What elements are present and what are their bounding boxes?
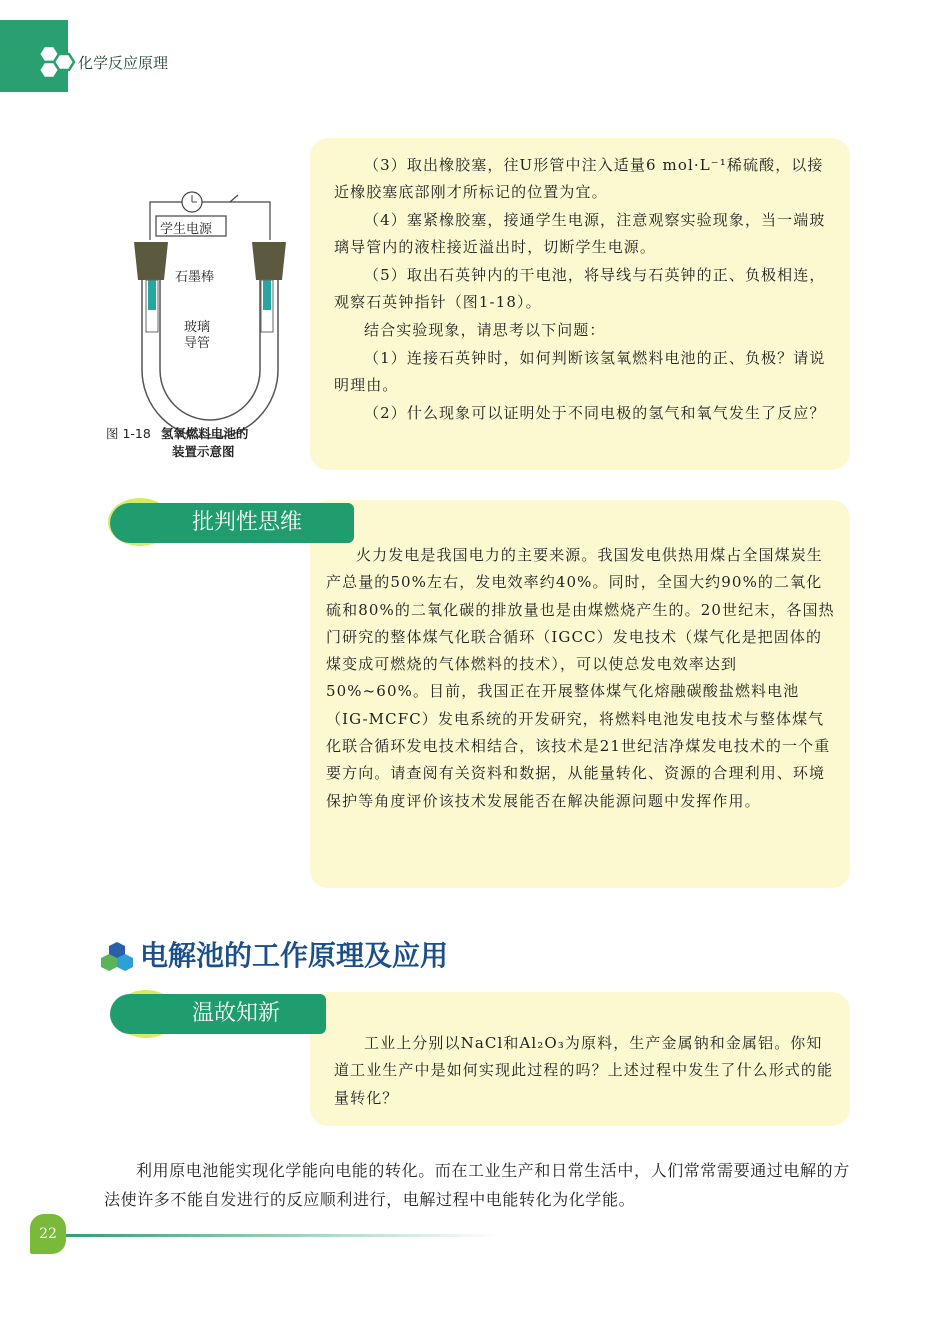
critical-thinking-text: 火力发电是我国电力的主要来源。我国发电供热用煤占全国煤炭生产总量的50%左右，发电效率约40%。同时，全国大约90%的二氧化硫和80%的二氧化碳的排放量也是由煤燃烧产生的。20世纪末，各国热门研究的整体煤气化联合循环（IGCC）发电技术（煤气化是把固体的煤变成可燃烧的气体燃料的技术），可以使总发电效率达到50%~60%。目前，我国正在开展整体煤气化熔融碳酸盐燃料电池（IG-MCFC）发电系统的开发研究，将燃料电池发电技术与整体煤气化联合循环发电技术相结合，该技术是21世纪洁净煤发电技术的一个重要方向。请查阅有关资料和数据，从能量转化、资源的合理利用、环境保护等角度评价该技术发展能否在解决能源问题中发挥作用。	[326, 546, 835, 810]
question-intro: 结合实验现象，请思考以下问题：	[364, 321, 606, 339]
label-graphite-rod: 石墨棒	[175, 270, 215, 285]
figure-caption-line1: 氢氧燃料电池的	[160, 426, 249, 441]
review-tag: 温故知新	[110, 994, 326, 1034]
figure-caption	[106, 425, 306, 461]
figure-number: 图 1-18	[106, 426, 151, 441]
body-paragraph: 利用原电池能实现化学能向电能的转化。而在工业生产和日常生活中，人们常常需要通过电解的方法使许多不能自发进行的反应顺利进行，电解过程中电能转化为化学能。	[104, 1161, 850, 1209]
question-2: （2）什么现象可以证明处于不同电极的氢气和氧气发生了反应？	[364, 404, 826, 422]
cubes-icon	[100, 940, 134, 972]
page-number: 22	[30, 1214, 66, 1254]
figure-caption-line2: 装置示意图	[172, 444, 235, 459]
footer-rule	[60, 1234, 500, 1237]
review-text: 工业上分别以NaCl和Al₂O₃为原料，生产金属钠和金属铝。你知道工业生产中是如何实现此过程的吗？上述过程中发生了什么形式的能量转化？	[334, 1034, 834, 1107]
section-title: 电解池的工作原理及应用	[140, 939, 449, 972]
experiment-step-3: （3）取出橡胶塞，往U形管中注入适量6 mol·L⁻¹稀硫酸，以接近橡胶塞底部刚才所标记的位置为宜。	[334, 156, 824, 202]
label-glass-tube-2: 导管	[184, 336, 211, 351]
experiment-step-5: （5）取出石英钟内的干电池，将导线与石英钟的正、负极相连，观察石英钟指针（图1-18）。	[334, 266, 826, 312]
critical-thinking-tag: 批判性思维	[110, 503, 354, 543]
question-1: （1）连接石英钟时，如何判断该氢氧燃料电池的正、负极？请说明理由。	[334, 349, 826, 395]
label-glass-tube-1: 玻璃	[184, 320, 211, 335]
book-title: 化学反应原理	[78, 54, 169, 72]
hexagon-logo-icon	[30, 40, 78, 88]
label-power-supply: 学生电源	[160, 222, 213, 237]
experiment-step-4: （4）塞紧橡胶塞，接通学生电源，注意观察实验现象，当一端玻璃导管内的液柱接近溢出时，切断学生电源。	[334, 211, 826, 257]
